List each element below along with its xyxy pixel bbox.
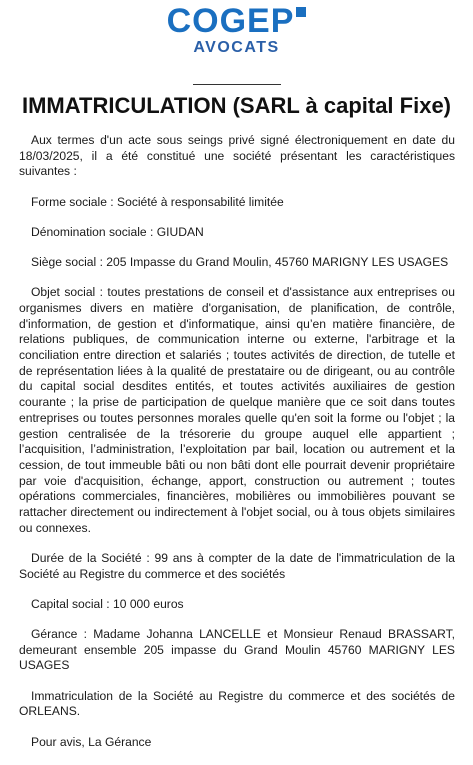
forme-sociale: Forme sociale : Société à responsabilité limitée xyxy=(31,194,284,209)
immatriculation-rcs: Immatriculation de la Société au Registre du commerce et des sociétés de ORLEANS. xyxy=(19,688,455,719)
duree-societe: Durée de la Société : 99 ans à compter de la date de l'immatriculation de la Société au Registre du commerce et des sociétés xyxy=(19,550,455,581)
logo-brand: COGEP xyxy=(166,2,295,40)
notice-body xyxy=(19,133,455,765)
notice-title: IMMATRICULATION (SARL à capital Fixe) xyxy=(21,93,452,118)
denomination-sociale: Dénomination sociale : GIUDAN xyxy=(31,224,204,239)
logo-square-mark xyxy=(296,7,306,17)
cogep-logo xyxy=(0,4,473,57)
logo-tagline: AVOCATS xyxy=(193,39,280,56)
intro-paragraph: Aux termes d'un acte sous seings privé signé électroniquement en date du 18/03/2025, il a été constitué une société présentant les caractéristiques suivantes : xyxy=(19,133,455,179)
title-divider xyxy=(193,84,281,85)
siege-social: Siège social : 205 Impasse du Grand Moulin, 45760 MARIGNY LES USAGES xyxy=(31,255,449,270)
signature: Pour avis, La Gérance xyxy=(31,734,152,749)
capital-social: Capital social : 10 000 euros xyxy=(31,596,184,611)
objet-social: Objet social : toutes prestations de conseil et d'assistance aux entreprises ou organismes divers en matière d'organisation, de planification, de contrôle, d'information, de gestion et d'informatique, ainsi qu’en matière financière, de relations publiques, de communication interne ou externe, l'arbitrage et la conciliation entre direction et salariés ; toutes activités de direction, de tutelle et de représentation liées à la qualité de prestataire ou de dirigeant, ou au contrôle du capital social desdites entités, et toutes activités auxiliaires de gestion courante ; la prise de participation de quelque manière que ce soit dans toutes entreprises ou toutes personnes morales quelle qu'en soit la forme ou l'objet ; la gestion centralisée de la trésorerie du groupe auquel elle appartient ; l’acquisition, l’administration, l’exploitation par bail, location ou autrement et la cession, de tout immeuble bâti ou non bâti dont elle pourrait devenir propriétaire par voie d'acquisition, échange, apport, construction ou autrement ; toutes opérations commerciales, financières, mobilières ou immobilières pouvant se rattacher directement ou indirectement à l'objet social, ou à tous objets similaires ou connexes. xyxy=(19,285,455,535)
gerance: Gérance : Madame Johanna LANCELLE et Monsieur Renaud BRASSART, demeurant ensemble 205 impasse du Grand Moulin 45760 MARIGNY LES USAGES xyxy=(19,627,455,673)
